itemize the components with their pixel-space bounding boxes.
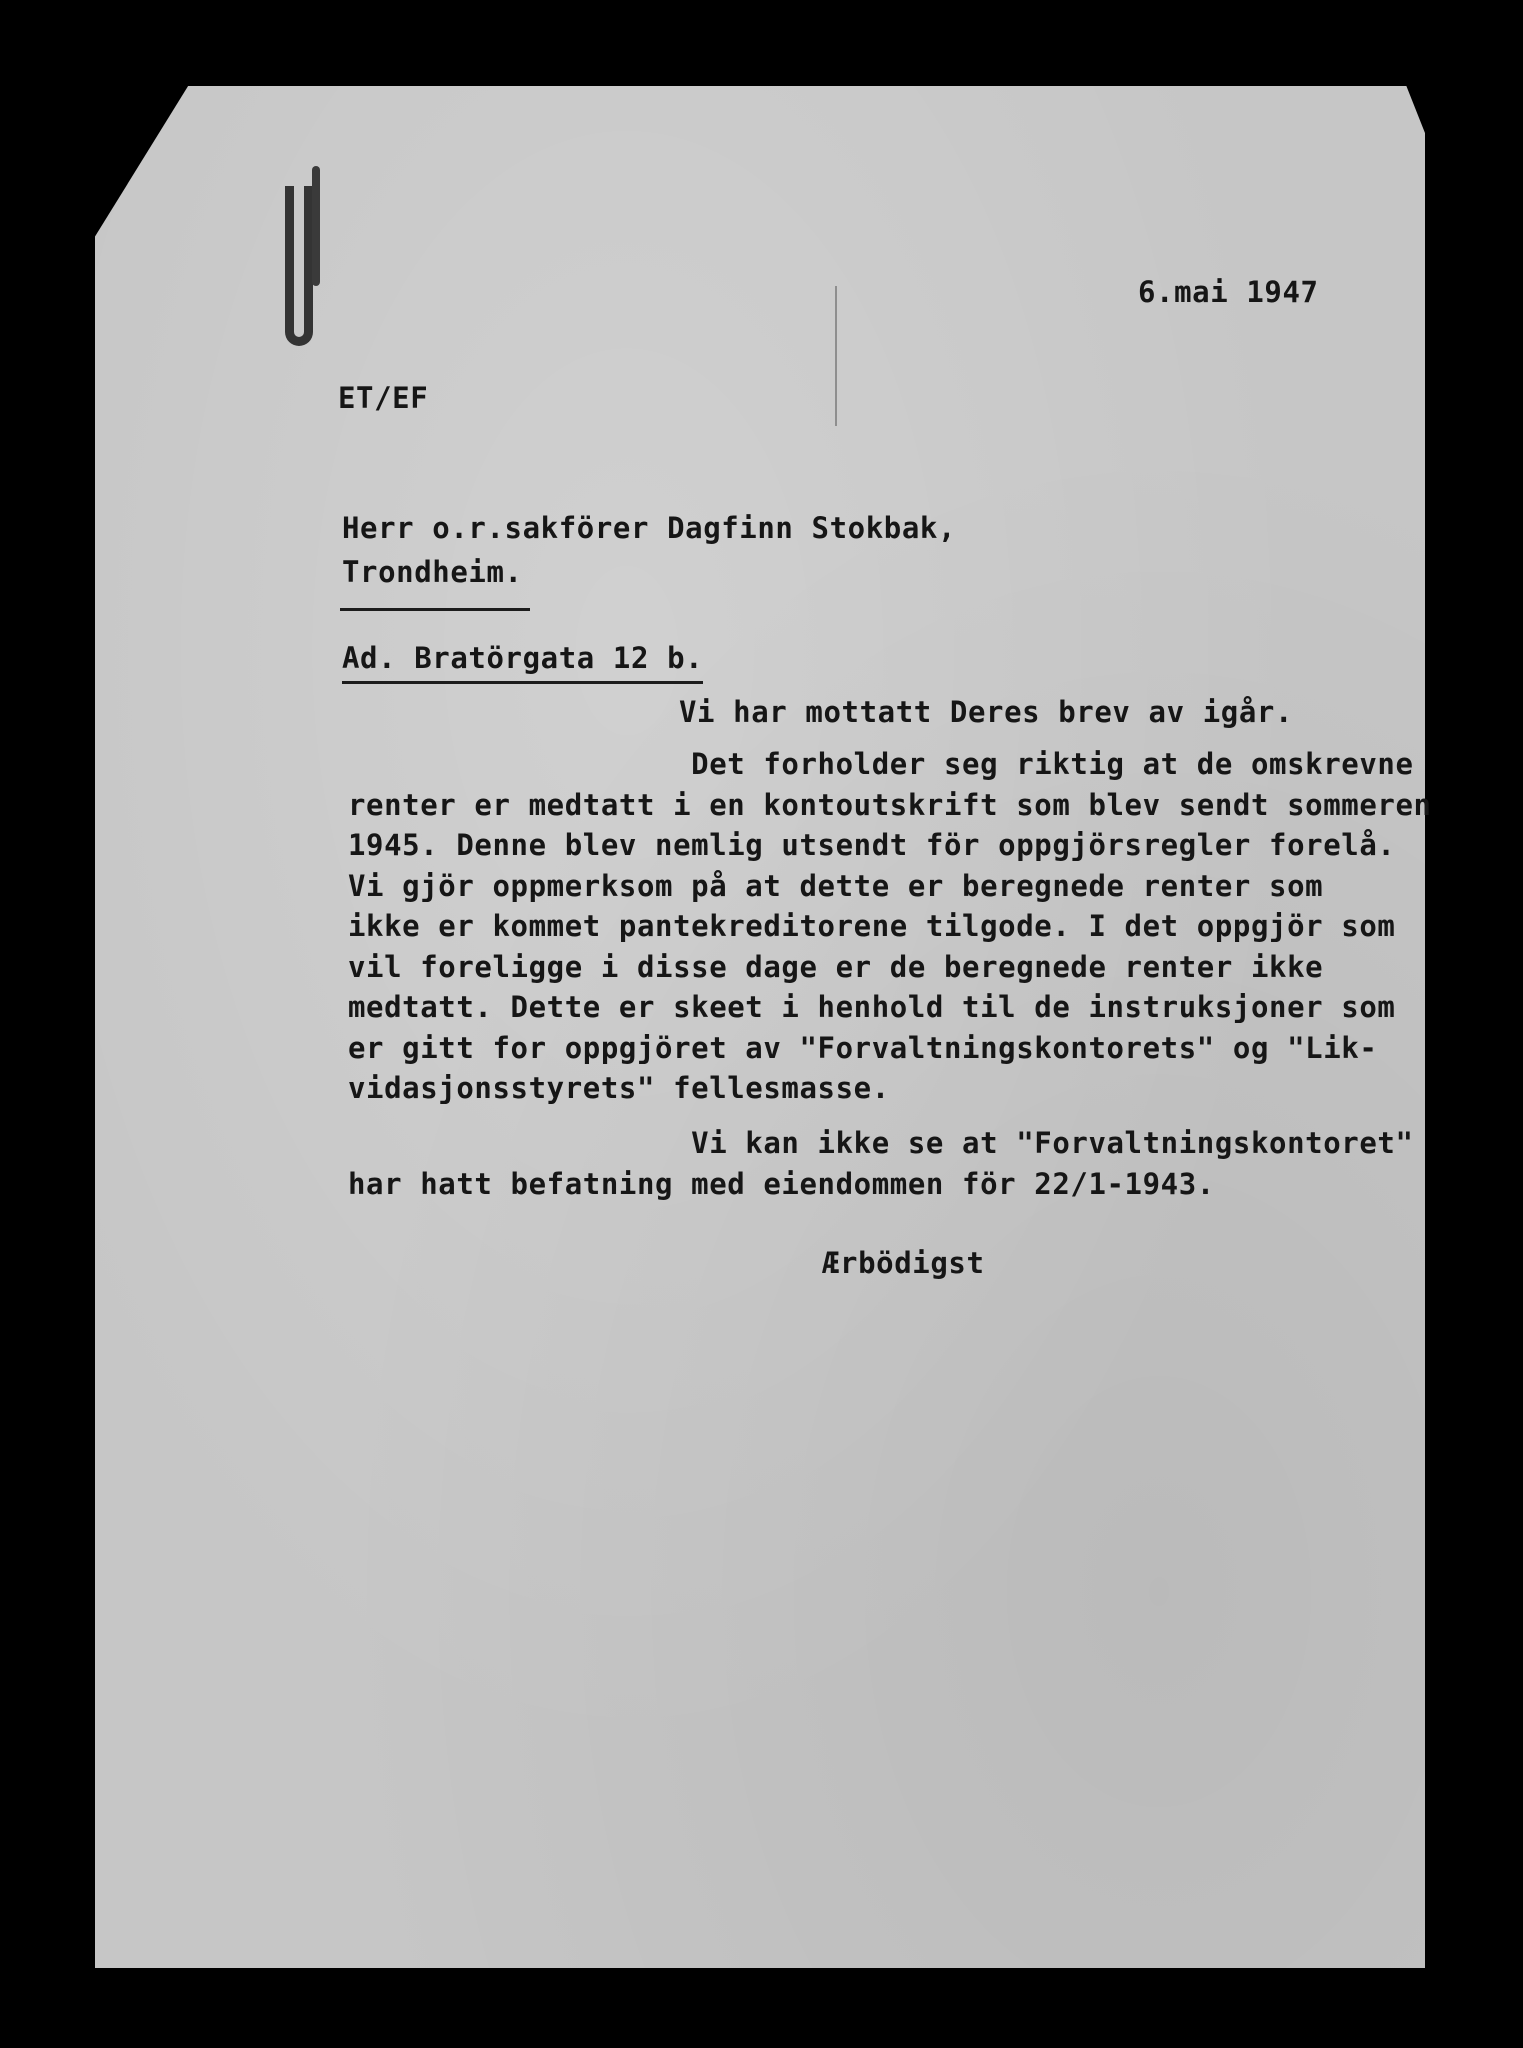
- paper-clip-mark: [285, 186, 313, 346]
- paper-crease: [835, 286, 837, 426]
- paragraph-1: Vi har mottatt Deres brev av igår.: [679, 695, 1294, 729]
- address-divider: [340, 608, 530, 611]
- closing-salutation: Ærbödigst: [822, 1246, 985, 1280]
- paragraph-3: Vi kan ikke se at "Forvaltningskontoret" har hatt befatning med eiendommen för 22/1-1943.: [348, 1126, 1414, 1201]
- recipient-city: Trondheim.: [342, 555, 523, 589]
- reference-initials: ET/EF: [338, 381, 429, 415]
- subject-line: Ad. Bratörgata 12 b.: [342, 638, 703, 684]
- paragraph-2: Det forholder seg riktig at de omskrevne renter er medtatt i en kontoutskrift som blev sendt sommeren 1945. Denne blev nemlig utsendt för oppgjörsregler forelå. Vi gjör oppmerksom på at dette er beregnede renter som ikke er kommet pantekreditorene tilgode. I det oppgjör som vil foreligge i disse dage er de beregnede renter ikke medtatt. Dette er skeet i henhold til de instruksjoner som er gitt for oppgjöret av "Forvaltningskontorets" og "Lik- vidasjonsstyrets" fellesmasse.: [348, 747, 1432, 1105]
- letter-date: 6.mai 1947: [1138, 275, 1319, 309]
- recipient-name: Herr o.r.sakförer Dagfinn Stokbak,: [342, 511, 957, 545]
